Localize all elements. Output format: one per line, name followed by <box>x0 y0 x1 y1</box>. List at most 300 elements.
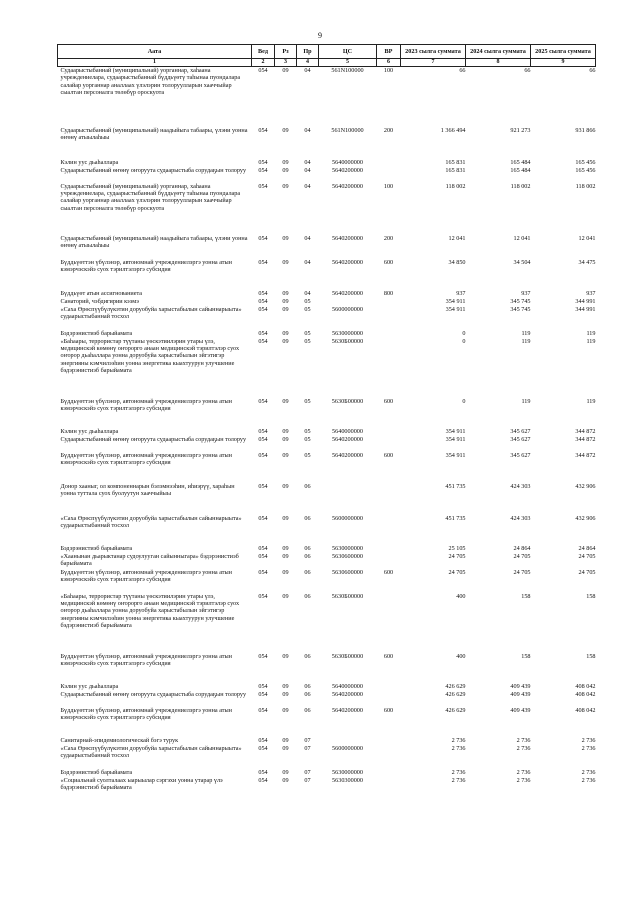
row-vr <box>377 330 401 338</box>
row-rz: 09 <box>275 67 297 127</box>
row-vr: 600 <box>383 258 394 266</box>
header-pr: Пр <box>297 45 319 59</box>
row-2023: 426 629 <box>445 682 466 690</box>
row-name: Бүддьүөттэн үбүлэнэр, автономнай учреждениелэргэ уонна атын кэмэрчэскэйэ суох тэрилтэлэргэ субсидия <box>60 451 232 466</box>
row-name: Бэдэрэнистиэб барыйамата <box>60 329 133 337</box>
row-2025: 165 456 <box>575 166 596 174</box>
row-2023: 24 705 <box>448 552 466 560</box>
table-row <box>58 428 596 436</box>
table-row <box>58 769 596 777</box>
row-rz: 09 <box>282 305 289 313</box>
row-cs: 5600000000 <box>332 305 363 313</box>
row-ved: 054 <box>258 289 268 297</box>
row-vr: 600 <box>383 451 394 459</box>
row-2023: 118 002 <box>445 182 466 190</box>
row-name: Судаарыстыбаннай (муниципальнай) уорганнар, хаһаана учреждениелара, судаарыстыбаннай бүддьүөтү таһынаа пуондалара салайар уорганнар аналлаах үлэлэрин толоруулларын хааччыйар сыалтан персоналга төлөбүр ороскуота <box>58 67 252 127</box>
row-ved: 054 <box>258 544 268 552</box>
row-rz: 09 <box>282 514 289 522</box>
row-rz: 09 <box>282 552 289 560</box>
row-name: «Саха Өрөспүүбүлүкэтин доруобуйа харыстабылын сайыннарыыта» судаарыстыбаннай тосхол <box>60 514 242 529</box>
row-2023: 354 911 <box>445 435 466 443</box>
column-number: 6 <box>377 59 401 67</box>
row-cs: 5640200000 <box>332 690 363 698</box>
row-rz: 09 <box>282 736 289 744</box>
row-vr <box>377 483 401 515</box>
row-2023: 937 <box>456 289 466 297</box>
row-2024: 119 <box>521 329 531 337</box>
row-vr: 200 <box>383 126 394 134</box>
row-vr <box>377 691 401 707</box>
row-name: «Саха Өрөспүүбүлүкэтин доруобуйа харыстабылын сайыннарыыта» судаарыстыбаннай тосхол <box>60 744 242 759</box>
row-cs: 5640200000 <box>332 435 363 443</box>
row-2024: 409 439 <box>510 706 531 714</box>
row-rz: 09 <box>282 258 289 266</box>
row-pr: 05 <box>304 427 311 435</box>
row-2023: 34 850 <box>448 258 466 266</box>
header-2025: 2025 сылга суммата <box>531 45 596 59</box>
row-pr: 06 <box>304 544 311 552</box>
row-pr: 06 <box>304 514 311 522</box>
row-cs: 5640000000 <box>332 682 363 690</box>
row-ved: 054 <box>258 652 268 660</box>
row-rz: 09 <box>282 652 289 660</box>
row-pr: 05 <box>304 305 311 313</box>
table-row <box>58 183 596 235</box>
row-2025: 119 <box>586 397 596 405</box>
row-2023: 2 736 <box>451 768 466 776</box>
row-vr <box>377 515 401 545</box>
row-ved: 054 <box>258 427 268 435</box>
row-2024: 345 627 <box>510 427 531 435</box>
row-vr: 100 <box>377 67 401 127</box>
row-pr: 06 <box>304 652 311 660</box>
row-pr: 06 <box>304 552 311 560</box>
row-ved: 054 <box>258 435 268 443</box>
row-cs: 5630600000 <box>332 568 363 576</box>
row-2025: 344 991 <box>575 297 596 305</box>
header-rz: Рз <box>275 45 297 59</box>
row-2025: 2 736 <box>581 744 596 752</box>
table-row <box>58 167 596 183</box>
row-name: Кэлин уус дьаһаллара <box>60 427 119 435</box>
table-row <box>58 159 596 167</box>
row-2024: 345 745 <box>510 305 531 313</box>
row-pr: 06 <box>304 568 311 576</box>
row-2024: 158 <box>521 592 531 600</box>
row-2025: 432 906 <box>575 514 596 522</box>
column-number: 2 <box>252 59 275 67</box>
row-vr <box>377 553 401 569</box>
row-2025: 34 475 <box>578 258 596 266</box>
row-rz: 09 <box>282 397 289 405</box>
row-cs: 5630Б00000 <box>331 592 364 600</box>
row-2024: 424 303 <box>510 482 531 490</box>
row-name: Бүддьүөттэн үбүлэнэр, автономнай учреждениелэргэ уонна атын кэмэрчэскэйэ суох тэрилтэлэргэ субсидия <box>60 397 232 412</box>
row-pr: 06 <box>304 706 311 714</box>
row-2023: 165 831 <box>445 158 466 166</box>
table-row <box>58 515 596 545</box>
row-2024: 409 439 <box>510 690 531 698</box>
table-row <box>58 290 596 298</box>
row-cs: 5640200000 <box>332 451 363 459</box>
row-rz: 09 <box>282 435 289 443</box>
row-pr: 05 <box>304 397 311 405</box>
row-2025: 2 736 <box>581 776 596 784</box>
row-cs: 5630000000 <box>332 329 363 337</box>
row-cs: 5630Б00000 <box>331 397 364 405</box>
row-ved: 054 <box>258 568 268 576</box>
table-row <box>58 545 596 553</box>
table-row <box>58 707 596 737</box>
row-cs: 5640000000 <box>332 158 363 166</box>
table-row <box>58 745 596 769</box>
row-vr <box>377 306 401 330</box>
row-rz: 09 <box>282 482 289 490</box>
row-2025: 2 736 <box>581 736 596 744</box>
row-rz: 09 <box>282 690 289 698</box>
row-2024: 424 303 <box>510 514 531 522</box>
row-ved: 054 <box>258 776 268 784</box>
row-rz: 09 <box>282 682 289 690</box>
row-2024: 119 <box>521 397 531 405</box>
row-rz: 09 <box>282 337 289 345</box>
column-number: 3 <box>275 59 297 67</box>
row-cs: 5630300000 <box>332 776 363 784</box>
row-2024: 24 705 <box>513 568 531 576</box>
row-2023: 0 <box>462 397 466 405</box>
row-2025: 408 042 <box>575 690 596 698</box>
row-vr: 100 <box>383 182 394 190</box>
header-name: Аата <box>58 45 252 59</box>
row-cs: 5640000000 <box>332 427 363 435</box>
row-name: Кэлин уус дьаһаллара <box>60 158 119 166</box>
row-vr <box>377 167 401 183</box>
table-row <box>58 553 596 569</box>
row-2024: 165 484 <box>510 158 531 166</box>
row-2025: 118 002 <box>575 182 596 190</box>
row-cs: 5640200000 <box>332 182 363 190</box>
row-cs: 561N100000 <box>331 126 364 134</box>
row-ved: 054 <box>258 706 268 714</box>
row-vr <box>377 683 401 691</box>
table-row <box>58 452 596 483</box>
row-vr: 800 <box>383 289 394 297</box>
row-rz: 09 <box>282 744 289 752</box>
column-number: 9 <box>531 59 596 67</box>
row-ved: 054 <box>258 682 268 690</box>
row-vr <box>377 436 401 452</box>
row-cs: 5630000000 <box>332 768 363 776</box>
row-ved: 054 <box>258 126 268 134</box>
row-ved: 054 <box>258 258 268 266</box>
row-vr <box>377 428 401 436</box>
row-2024: 345 627 <box>510 435 531 443</box>
table-row <box>58 235 596 259</box>
table-row <box>58 653 596 683</box>
row-vr <box>377 338 401 398</box>
row-ved: 054 <box>258 297 268 305</box>
row-2024: 118 002 <box>510 182 531 190</box>
row-2023: 2 736 <box>451 736 466 744</box>
row-ved: 054 <box>258 166 268 174</box>
row-cs: 5630000000 <box>332 544 363 552</box>
table-header <box>58 45 596 67</box>
row-vr <box>377 769 401 777</box>
row-name: Санитарнай-эпидемиологическай бэгэ турук <box>60 736 179 744</box>
row-2025: 24 705 <box>578 568 596 576</box>
row-cs: 5640200000 <box>332 258 363 266</box>
row-ved: 054 <box>258 451 268 459</box>
row-pr: 05 <box>304 451 311 459</box>
row-2023: 12 041 <box>448 234 466 242</box>
row-2025: 24 705 <box>578 552 596 560</box>
row-2023: 426 629 <box>445 690 466 698</box>
row-2023: 400 <box>456 592 466 600</box>
row-rz: 09 <box>282 166 289 174</box>
row-2024: 119 <box>521 337 531 345</box>
table-row <box>58 737 596 745</box>
budget-table <box>57 44 596 793</box>
row-name: Бүддьүөттэн үбүлэнэр, автономнай учреждениелэргэ уонна атын кэмэрчэскэйэ суох тэрилтэлэргэ субсидия <box>60 652 232 667</box>
table-row <box>58 338 596 398</box>
header-cs: ЦС <box>319 45 377 59</box>
row-ved: 054 <box>258 690 268 698</box>
table-row <box>58 398 596 428</box>
row-2025: 931 866 <box>575 126 596 134</box>
row-rz: 09 <box>282 329 289 337</box>
row-pr: 06 <box>304 482 311 490</box>
row-cs: 5640200000 <box>332 166 363 174</box>
row-pr: 04 <box>304 234 311 242</box>
row-name: «Баһаары, террористар түүтаны үөскэтиилэрин утары үлэ, медицинскэй көмөнү оҥорорго анаан медицинскэй тэрилтэлэр суох оҥорор дьаһаллара уонна доруобуйа харыстабылын эйгэтигэр энергияны кэмчилээһин уонна энергетика кыахтуурун улучшение бэдэрэнистиэб барыйамата <box>60 337 240 375</box>
row-pr: 05 <box>304 329 311 337</box>
row-name: Донор хааныг, ол компоненнарын бэлэмнээһин, иһиэрүү, хараһын уонна туттала суох буолуутун хааччыйыы <box>60 482 235 497</box>
row-ved: 054 <box>258 482 268 490</box>
row-ved: 054 <box>258 234 268 242</box>
row-cs: 561N100000 <box>319 67 377 127</box>
row-pr: 06 <box>304 682 311 690</box>
row-pr: 05 <box>304 337 311 345</box>
row-rz: 09 <box>282 706 289 714</box>
row-ved: 054 <box>258 552 268 560</box>
table-row <box>58 306 596 330</box>
row-cs: 5630Б00000 <box>331 337 364 345</box>
row-vr <box>377 745 401 769</box>
row-name: «Социальнай суолталаах ыарыылар сэргэхи уонна утарар үлэ бэдэрэнистиэб барыйамата <box>60 776 223 791</box>
row-rz: 09 <box>282 182 289 190</box>
row-pr: 05 <box>304 297 311 305</box>
table-row <box>58 569 596 593</box>
row-2023: 400 <box>456 652 466 660</box>
row-2025: 119 <box>586 337 596 345</box>
row-cs <box>319 737 377 745</box>
row-2024: 921 273 <box>510 126 531 134</box>
table-row <box>58 298 596 306</box>
row-2024: 2 736 <box>516 768 531 776</box>
header-ved: Вед <box>252 45 275 59</box>
row-ved: 054 <box>258 397 268 405</box>
table-row <box>58 593 596 653</box>
row-2024: 165 484 <box>510 166 531 174</box>
row-name: Санаторий, чэбдигирии кээмэ <box>60 297 139 305</box>
row-pr: 04 <box>304 126 311 134</box>
row-2023: 25 105 <box>448 544 466 552</box>
row-2025: 24 864 <box>578 544 596 552</box>
row-vr <box>377 159 401 167</box>
row-2025: 344 872 <box>575 427 596 435</box>
row-cs: 5640200000 <box>332 289 363 297</box>
row-name: «Хаанынан дьарыктанар судоулууган сайынныгара» бэдэрэнистиэб барыйамата <box>60 552 239 567</box>
row-vr: 600 <box>383 397 394 405</box>
row-2023: 354 911 <box>445 305 466 313</box>
row-name: Бүддьүөттэн үбүлэнэр, автономнай учреждениелэргэ уонна атын кэмэрчэскэйэ суох тэрилтэлэргэ субсидия <box>60 568 232 583</box>
row-ved: 054 <box>258 158 268 166</box>
row-2024: 937 <box>521 289 531 297</box>
row-cs: 5640200000 <box>332 706 363 714</box>
row-2023: 451 735 <box>445 514 466 522</box>
row-pr: 04 <box>304 158 311 166</box>
row-name: Бүддьүөт атын ассигнованиета <box>60 289 142 297</box>
row-2025: 344 872 <box>575 435 596 443</box>
row-vr <box>377 593 401 653</box>
row-2023: 66 <box>401 67 466 127</box>
row-ved: 054 <box>258 592 268 600</box>
row-2024: 2 736 <box>516 736 531 744</box>
row-vr: 200 <box>383 234 394 242</box>
row-pr: 04 <box>304 289 311 297</box>
row-ved: 054 <box>258 305 268 313</box>
row-2024: 345 627 <box>510 451 531 459</box>
row-name: «Баһаары, террористар түүтаны үөскэтиилэрин утары үлэ, медицинскэй көмөнү оҥорорго анаан медицинскэй тэрилтэлэр суох оҥорор дьаһаллара уонна доруобуйа харыстабылын эйгэтигэр энергияны кэмчилээһин уонна энергетика кыахтуурун улучшение бэдэрэнистиэб барыйамата <box>60 592 240 630</box>
row-2024: 409 439 <box>510 682 531 690</box>
row-2024: 24 864 <box>513 544 531 552</box>
row-vr <box>377 737 401 745</box>
row-pr: 04 <box>297 67 319 127</box>
row-2023: 426 629 <box>445 706 466 714</box>
row-ved: 054 <box>258 736 268 744</box>
row-pr: 07 <box>304 776 311 784</box>
column-number: 1 <box>58 59 252 67</box>
row-2024: 345 745 <box>510 297 531 305</box>
row-2025: 66 <box>531 67 596 127</box>
row-rz: 09 <box>282 158 289 166</box>
row-ved: 054 <box>258 182 268 190</box>
row-2025: 158 <box>586 652 596 660</box>
row-name: Бэдэрэнистиэб барыйамата <box>60 544 133 552</box>
row-2023: 165 831 <box>445 166 466 174</box>
row-2023: 354 911 <box>445 297 466 305</box>
row-name: Кэлин уус дьаһаллара <box>60 682 119 690</box>
table-row <box>58 67 596 127</box>
row-vr <box>377 545 401 553</box>
row-name: Судаарыстыбаннай (муниципальнай) наадыйыга табаары, үлэни уонна өҥөнү атыылаһыы <box>60 234 248 249</box>
row-ved: 054 <box>258 744 268 752</box>
column-number-row <box>58 59 596 67</box>
table-row <box>58 127 596 159</box>
header-2023: 2023 сылга суммата <box>401 45 466 59</box>
row-name: Бүддьүөттэн үбүлэнэр, автономнай учреждениелэргэ уонна атын кэмэрчэскэйэ суох тэрилтэлэргэ субсидия <box>60 706 232 721</box>
row-2025: 165 456 <box>575 158 596 166</box>
table-row <box>58 683 596 691</box>
table-row <box>58 259 596 290</box>
row-2025: 432 906 <box>575 482 596 490</box>
header-vr: ВР <box>377 45 401 59</box>
column-number: 7 <box>401 59 466 67</box>
table-row <box>58 691 596 707</box>
row-2025: 408 042 <box>575 682 596 690</box>
row-2025: 2 736 <box>581 768 596 776</box>
row-cs <box>319 298 377 306</box>
row-2024: 2 736 <box>516 744 531 752</box>
header-2024: 2024 сылга суммата <box>466 45 531 59</box>
row-2023: 354 911 <box>445 451 466 459</box>
table-body <box>58 67 596 793</box>
row-vr <box>377 298 401 306</box>
row-2025: 119 <box>586 329 596 337</box>
row-rz: 09 <box>282 592 289 600</box>
table-row <box>58 483 596 515</box>
row-pr: 06 <box>304 690 311 698</box>
row-rz: 09 <box>282 768 289 776</box>
row-2023: 24 705 <box>448 568 466 576</box>
row-2024: 66 <box>466 67 531 127</box>
table-row <box>58 330 596 338</box>
row-rz: 09 <box>282 126 289 134</box>
table-row <box>58 777 596 793</box>
row-name: Судаарыстыбаннай өҥөнү оҥоруута судаарыстыба сорудаҕын толоруу <box>60 166 247 174</box>
row-vr: 600 <box>383 652 394 660</box>
row-cs: 5630Б00000 <box>331 652 364 660</box>
row-cs: 5640200000 <box>332 234 363 242</box>
row-rz: 09 <box>282 234 289 242</box>
row-name: Судаарыстыбаннай өҥөнү оҥоруута судаарыстыба сорудаҕын толоруу <box>60 435 247 443</box>
row-2025: 937 <box>586 289 596 297</box>
row-rz: 09 <box>282 544 289 552</box>
row-name: Бэдэрэнистиэб барыйамата <box>60 768 133 776</box>
row-name: Судаарыстыбаннай (муниципальнай) уорганнар, хаһаана учреждениелара, судаарыстыбаннай бүддьүөтү таһынаа пуондалара салайар уорганнар аналлаах үлэлэрин толоруулларын хааччыйар сыалтан персоналга төлөбүр ороскуота <box>60 182 241 212</box>
row-pr: 07 <box>304 736 311 744</box>
row-2025: 344 872 <box>575 451 596 459</box>
row-vr: 600 <box>383 568 394 576</box>
row-pr: 07 <box>304 744 311 752</box>
row-ved: 054 <box>258 329 268 337</box>
row-rz: 09 <box>282 776 289 784</box>
row-ved: 054 <box>258 514 268 522</box>
row-pr: 04 <box>304 182 311 190</box>
row-2023: 0 <box>462 337 466 345</box>
row-name: «Саха Өрөспүүбүлүкэтин доруобуйа харыстабылын сайыннарыыта» судаарыстыбаннай тосхол <box>60 305 242 320</box>
column-number: 5 <box>319 59 377 67</box>
row-name: Бүддьүөттэн үбүлэнэр, автономнай учреждениелэргэ уонна атын кэмэрчэскэйэ суох тэрилтэлэргэ субсидия <box>60 258 232 273</box>
row-2024: 34 504 <box>513 258 531 266</box>
row-2023: 451 735 <box>445 482 466 490</box>
row-2023: 2 736 <box>451 776 466 784</box>
row-2025: 408 042 <box>575 706 596 714</box>
column-number: 8 <box>466 59 531 67</box>
page-number: 9 <box>318 31 322 40</box>
row-rz: 09 <box>282 568 289 576</box>
table-row <box>58 436 596 452</box>
row-pr: 04 <box>304 166 311 174</box>
row-2025: 12 041 <box>578 234 596 242</box>
row-2023: 2 736 <box>451 744 466 752</box>
row-vr <box>377 777 401 793</box>
row-rz: 09 <box>282 289 289 297</box>
row-ved: 054 <box>252 67 275 127</box>
row-pr: 05 <box>304 435 311 443</box>
row-2024: 12 041 <box>513 234 531 242</box>
row-2024: 24 705 <box>513 552 531 560</box>
